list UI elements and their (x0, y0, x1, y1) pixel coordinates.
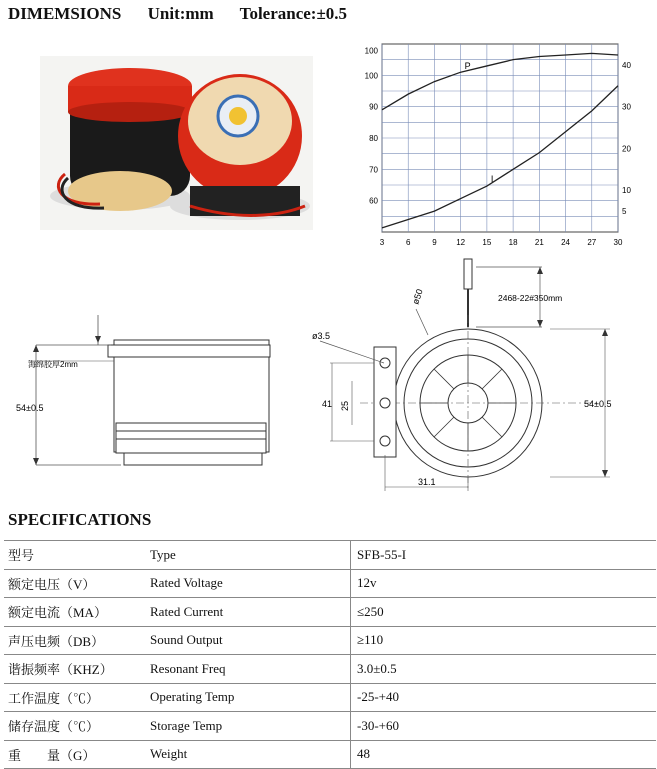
x-tick-label: 24 (561, 238, 571, 247)
right-tick-label: 20 (622, 144, 631, 154)
x-tick-label: 30 (613, 238, 623, 247)
left-tick-label: 70 (369, 165, 378, 175)
x-tick-label: 15 (482, 238, 492, 247)
series-p-label: P (464, 61, 471, 72)
right-height-label: 54±0.5 (584, 399, 612, 409)
right-tick-label: 40 (622, 60, 631, 70)
left-tick-label: 100 (364, 46, 378, 56)
side-view-drawing (16, 305, 286, 485)
spec-en-label: Type (126, 541, 351, 570)
spec-value: 3.0±0.5 (351, 655, 657, 684)
x-tick-label: 12 (456, 238, 466, 247)
spec-row (4, 598, 656, 627)
spec-value: -25-+40 (351, 683, 657, 712)
x-tick-label: 18 (508, 238, 518, 247)
width-dimension-label: 31.1 (418, 477, 436, 487)
spacing-25-label: 25 (340, 400, 350, 411)
front-view-drawing (300, 255, 655, 495)
spec-value: ≤250 (351, 598, 657, 627)
unit-label: Unit:mm (147, 4, 214, 23)
spacing-41-label: 41 (322, 399, 333, 409)
specifications-title: SPECIFICATIONS (8, 510, 152, 529)
left-tick-label: 90 (369, 102, 378, 112)
spec-row (4, 740, 656, 769)
dimensions-title: DIMEMSIONS (8, 4, 122, 23)
wire-dimension-label: 2468-22#350mm (498, 293, 563, 303)
spec-row (4, 569, 656, 598)
spec-en-label: Rated Current (126, 598, 351, 627)
spec-value: ≥110 (351, 626, 657, 655)
x-tick-label: 27 (587, 238, 597, 247)
spec-zh-label: 重 量（G） (4, 740, 126, 769)
spec-zh-label: 工作温度（℃） (4, 683, 126, 712)
spec-zh-label: 谐振频率（KHZ） (4, 655, 126, 684)
spec-value: -30-+60 (351, 712, 657, 741)
foam-thickness-label: 海绵胶厚2mm (28, 360, 78, 369)
spec-row (4, 626, 656, 655)
spec-zh-label: 额定电压（V） (4, 569, 126, 598)
spec-en-label: Sound Output (126, 626, 351, 655)
right-tick-label: 5 (622, 207, 627, 217)
performance-chart (352, 34, 652, 249)
specifications-table (4, 540, 656, 769)
x-tick-label: 9 (432, 238, 437, 247)
series-i-label: I (490, 174, 494, 185)
left-tick-label: 100 (364, 71, 378, 81)
spec-row (4, 655, 656, 684)
spec-en-label: Weight (126, 740, 351, 769)
hole-diameter-label: ø3.5 (312, 331, 331, 341)
right-tick-label: 10 (622, 186, 631, 196)
x-tick-label: 21 (534, 238, 544, 247)
x-tick-label: 6 (405, 238, 411, 247)
dimensions-heading (8, 4, 369, 24)
spec-en-label: Operating Temp (126, 683, 351, 712)
outer-diameter-label: ø50 (410, 287, 425, 306)
tolerance-label: Tolerance:±0.5 (239, 4, 348, 23)
spec-en-label: Storage Temp (126, 712, 351, 741)
spec-zh-label: 额定电流（MA） (4, 598, 126, 627)
spec-value: 12v (351, 569, 657, 598)
spec-zh-label: 声压电频（DB） (4, 626, 126, 655)
spec-row (4, 541, 656, 570)
spec-zh-label: 型号 (4, 541, 126, 570)
spec-value: 48 (351, 740, 657, 769)
right-tick-label: 30 (622, 102, 631, 112)
left-tick-label: 80 (369, 134, 378, 143)
spec-en-label: Rated Voltage (126, 569, 351, 598)
x-tick-label: 3 (379, 238, 385, 247)
left-tick-label: 60 (369, 196, 378, 206)
spec-zh-label: 储存温度（℃） (4, 712, 126, 741)
spec-en-label: Resonant Freq (126, 655, 351, 684)
spec-row (4, 683, 656, 712)
spec-value: SFB-55-I (351, 541, 657, 570)
height-dimension-label: 54±0.5 (16, 403, 44, 413)
product-photo (40, 56, 313, 230)
spec-row (4, 712, 656, 741)
